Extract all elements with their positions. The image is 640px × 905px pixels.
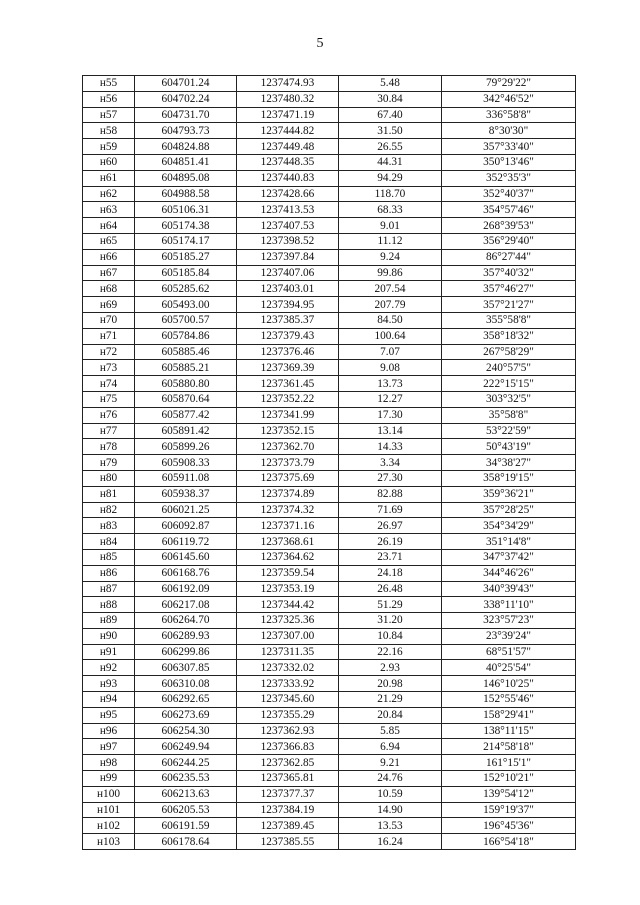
bearing-cell: 8°30'30" [442,123,576,139]
x-coordinate-cell: 605784.86 [135,328,237,344]
x-coordinate-cell: 606235.53 [135,771,237,787]
table-row [83,676,576,692]
x-coordinate-cell: 604851.41 [135,154,237,170]
x-coordinate-cell: 605885.46 [135,344,237,360]
distance-cell: 5.48 [339,76,442,92]
x-coordinate-cell: 605877.42 [135,407,237,423]
y-coordinate-cell: 1237352.22 [237,391,339,407]
y-coordinate-cell: 1237364.62 [237,549,339,565]
point-label-cell: н72 [83,344,135,360]
point-label-cell: н99 [83,771,135,787]
bearing-cell: 214°58'18" [442,739,576,755]
point-label-cell: н101 [83,802,135,818]
table-row [83,76,576,92]
x-coordinate-cell: 606264.70 [135,613,237,629]
y-coordinate-cell: 1237366.83 [237,739,339,755]
x-coordinate-cell: 606310.08 [135,676,237,692]
distance-cell: 68.33 [339,202,442,218]
bearing-cell: 323°57'23" [442,613,576,629]
point-label-cell: н67 [83,265,135,281]
y-coordinate-cell: 1237398.52 [237,233,339,249]
bearing-cell: 50°43'19" [442,439,576,455]
point-label-cell: н96 [83,723,135,739]
bearing-cell: 86°27'44" [442,249,576,265]
y-coordinate-cell: 1237333.92 [237,676,339,692]
x-coordinate-cell: 605174.38 [135,218,237,234]
x-coordinate-cell: 606145.60 [135,549,237,565]
x-coordinate-cell: 604702.24 [135,91,237,107]
y-coordinate-cell: 1237332.02 [237,660,339,676]
x-coordinate-cell: 606178.64 [135,834,237,850]
x-coordinate-cell: 605899.26 [135,439,237,455]
point-label-cell: н69 [83,297,135,313]
point-label-cell: н78 [83,439,135,455]
y-coordinate-cell: 1237311.35 [237,644,339,660]
table-row [83,376,576,392]
bearing-cell: 357°28'25" [442,502,576,518]
x-coordinate-cell: 605870.64 [135,391,237,407]
point-label-cell: н93 [83,676,135,692]
bearing-cell: 352°40'37" [442,186,576,202]
table-row [83,281,576,297]
distance-cell: 51.29 [339,597,442,613]
table-row [83,202,576,218]
x-coordinate-cell: 605185.27 [135,249,237,265]
table-row [83,391,576,407]
point-label-cell: н81 [83,486,135,502]
table-row [83,265,576,281]
distance-cell: 71.69 [339,502,442,518]
point-label-cell: н79 [83,455,135,471]
bearing-cell: 342°46'52" [442,91,576,107]
distance-cell: 100.64 [339,328,442,344]
y-coordinate-cell: 1237480.32 [237,91,339,107]
x-coordinate-cell: 605938.37 [135,486,237,502]
point-label-cell: н63 [83,202,135,218]
x-coordinate-cell: 606249.94 [135,739,237,755]
distance-cell: 14.90 [339,802,442,818]
point-label-cell: н97 [83,739,135,755]
y-coordinate-cell: 1237384.19 [237,802,339,818]
bearing-cell: 34°38'27" [442,455,576,471]
point-label-cell: н89 [83,613,135,629]
y-coordinate-cell: 1237368.61 [237,534,339,550]
distance-cell: 84.50 [339,312,442,328]
distance-cell: 26.97 [339,518,442,534]
x-coordinate-cell: 606092.87 [135,518,237,534]
table-row [83,549,576,565]
point-label-cell: н90 [83,628,135,644]
table-row [83,644,576,660]
y-coordinate-cell: 1237440.83 [237,170,339,186]
distance-cell: 26.55 [339,139,442,155]
y-coordinate-cell: 1237403.01 [237,281,339,297]
y-coordinate-cell: 1237352.15 [237,423,339,439]
y-coordinate-cell: 1237385.37 [237,312,339,328]
bearing-cell: 354°57'46" [442,202,576,218]
x-coordinate-cell: 606292.65 [135,692,237,708]
y-coordinate-cell: 1237471.19 [237,107,339,123]
x-coordinate-cell: 606192.09 [135,581,237,597]
x-coordinate-cell: 605106.31 [135,202,237,218]
distance-cell: 26.19 [339,534,442,550]
x-coordinate-cell: 605285.62 [135,281,237,297]
distance-cell: 10.84 [339,628,442,644]
table-row [83,660,576,676]
point-label-cell: н95 [83,707,135,723]
bearing-cell: 357°21'27" [442,297,576,313]
x-coordinate-cell: 606299.86 [135,644,237,660]
y-coordinate-cell: 1237362.93 [237,723,339,739]
point-label-cell: н66 [83,249,135,265]
distance-cell: 9.01 [339,218,442,234]
distance-cell: 207.79 [339,297,442,313]
point-label-cell: н55 [83,76,135,92]
distance-cell: 3.34 [339,455,442,471]
table-row [83,534,576,550]
y-coordinate-cell: 1237375.69 [237,470,339,486]
bearing-cell: 267°58'29" [442,344,576,360]
bearing-cell: 268°39'53" [442,218,576,234]
table-row [83,518,576,534]
bearing-cell: 159°19'37" [442,802,576,818]
table-row [83,723,576,739]
bearing-cell: 222°15'15" [442,376,576,392]
table-row [83,407,576,423]
point-label-cell: н57 [83,107,135,123]
y-coordinate-cell: 1237373.79 [237,455,339,471]
x-coordinate-cell: 605911.08 [135,470,237,486]
point-label-cell: н92 [83,660,135,676]
distance-cell: 24.18 [339,565,442,581]
x-coordinate-cell: 605185.84 [135,265,237,281]
point-label-cell: н77 [83,423,135,439]
point-label-cell: н61 [83,170,135,186]
y-coordinate-cell: 1237355.29 [237,707,339,723]
table-row [83,502,576,518]
point-label-cell: н83 [83,518,135,534]
bearing-cell: 240°57'5" [442,360,576,376]
distance-cell: 5.85 [339,723,442,739]
bearing-cell: 358°19'15" [442,470,576,486]
y-coordinate-cell: 1237428.66 [237,186,339,202]
distance-cell: 9.08 [339,360,442,376]
distance-cell: 21.29 [339,692,442,708]
table-row [83,123,576,139]
bearing-cell: 139°54'12" [442,786,576,802]
distance-cell: 16.24 [339,834,442,850]
bearing-cell: 356°29'40" [442,233,576,249]
point-label-cell: н88 [83,597,135,613]
bearing-cell: 354°34'29" [442,518,576,534]
bearing-cell: 161°15'1" [442,755,576,771]
y-coordinate-cell: 1237353.19 [237,581,339,597]
table-row [83,613,576,629]
distance-cell: 20.98 [339,676,442,692]
y-coordinate-cell: 1237474.93 [237,76,339,92]
bearing-cell: 158°29'41" [442,707,576,723]
table-row [83,312,576,328]
point-label-cell: н80 [83,470,135,486]
table-row [83,360,576,376]
point-label-cell: н71 [83,328,135,344]
table-row [83,170,576,186]
table-row [83,818,576,834]
bearing-cell: 303°32'5" [442,391,576,407]
table-row [83,771,576,787]
distance-cell: 10.59 [339,786,442,802]
point-label-cell: н100 [83,786,135,802]
distance-cell: 23.71 [339,549,442,565]
point-label-cell: н62 [83,186,135,202]
y-coordinate-cell: 1237325.36 [237,613,339,629]
bearing-cell: 355°58'8" [442,312,576,328]
distance-cell: 67.40 [339,107,442,123]
y-coordinate-cell: 1237389.45 [237,818,339,834]
bearing-cell: 152°55'46" [442,692,576,708]
point-label-cell: н74 [83,376,135,392]
x-coordinate-cell: 606168.76 [135,565,237,581]
table-row [83,344,576,360]
table-row [83,423,576,439]
y-coordinate-cell: 1237371.16 [237,518,339,534]
point-label-cell: н70 [83,312,135,328]
table-row [83,139,576,155]
bearing-cell: 152°10'21" [442,771,576,787]
table-row [83,692,576,708]
y-coordinate-cell: 1237359.54 [237,565,339,581]
point-label-cell: н91 [83,644,135,660]
distance-cell: 17.30 [339,407,442,423]
bearing-cell: 40°25'54" [442,660,576,676]
distance-cell: 31.20 [339,613,442,629]
bearing-cell: 359°36'21" [442,486,576,502]
y-coordinate-cell: 1237413.53 [237,202,339,218]
x-coordinate-cell: 606119.72 [135,534,237,550]
y-coordinate-cell: 1237307.00 [237,628,339,644]
distance-cell: 82.88 [339,486,442,502]
bearing-cell: 166°54'18" [442,834,576,850]
bearing-cell: 347°37'42" [442,549,576,565]
distance-cell: 7.07 [339,344,442,360]
distance-cell: 9.21 [339,755,442,771]
point-label-cell: н85 [83,549,135,565]
bearing-cell: 357°33'40" [442,139,576,155]
point-label-cell: н103 [83,834,135,850]
point-label-cell: н76 [83,407,135,423]
bearing-cell: 351°14'8" [442,534,576,550]
table-row [83,328,576,344]
bearing-cell: 68°51'57" [442,644,576,660]
table-row [83,755,576,771]
x-coordinate-cell: 606191.59 [135,818,237,834]
point-label-cell: н82 [83,502,135,518]
bearing-cell: 336°58'8" [442,107,576,123]
distance-cell: 13.14 [339,423,442,439]
point-label-cell: н68 [83,281,135,297]
table-row [83,834,576,850]
x-coordinate-cell: 606217.08 [135,597,237,613]
y-coordinate-cell: 1237362.70 [237,439,339,455]
x-coordinate-cell: 606273.69 [135,707,237,723]
table-row [83,628,576,644]
distance-cell: 27.30 [339,470,442,486]
distance-cell: 13.53 [339,818,442,834]
distance-cell: 24.76 [339,771,442,787]
y-coordinate-cell: 1237374.89 [237,486,339,502]
y-coordinate-cell: 1237376.46 [237,344,339,360]
distance-cell: 12.27 [339,391,442,407]
x-coordinate-cell: 605908.33 [135,455,237,471]
point-label-cell: н64 [83,218,135,234]
bearing-cell: 23°39'24" [442,628,576,644]
coordinates-table [82,75,576,850]
distance-cell: 11.12 [339,233,442,249]
x-coordinate-cell: 604988.58 [135,186,237,202]
x-coordinate-cell: 604701.24 [135,76,237,92]
x-coordinate-cell: 606289.93 [135,628,237,644]
point-label-cell: н56 [83,91,135,107]
x-coordinate-cell: 606021.25 [135,502,237,518]
distance-cell: 14.33 [339,439,442,455]
table-row [83,107,576,123]
bearing-cell: 357°46'27" [442,281,576,297]
x-coordinate-cell: 604824.88 [135,139,237,155]
x-coordinate-cell: 606307.85 [135,660,237,676]
x-coordinate-cell: 605700.57 [135,312,237,328]
y-coordinate-cell: 1237345.60 [237,692,339,708]
y-coordinate-cell: 1237361.45 [237,376,339,392]
bearing-cell: 358°18'32" [442,328,576,344]
point-label-cell: н75 [83,391,135,407]
distance-cell: 13.73 [339,376,442,392]
y-coordinate-cell: 1237397.84 [237,249,339,265]
table-row [83,249,576,265]
point-label-cell: н73 [83,360,135,376]
bearing-cell: 138°11'15" [442,723,576,739]
table-row [83,581,576,597]
x-coordinate-cell: 605885.21 [135,360,237,376]
table-row [83,739,576,755]
x-coordinate-cell: 606213.63 [135,786,237,802]
table-row [83,470,576,486]
bearing-cell: 350°13'46" [442,154,576,170]
table-row [83,233,576,249]
y-coordinate-cell: 1237407.06 [237,265,339,281]
point-label-cell: н94 [83,692,135,708]
distance-cell: 94.29 [339,170,442,186]
distance-cell: 44.31 [339,154,442,170]
bearing-cell: 53°22'59" [442,423,576,439]
point-label-cell: н84 [83,534,135,550]
table-row [83,297,576,313]
distance-cell: 6.94 [339,739,442,755]
point-label-cell: н86 [83,565,135,581]
point-label-cell: н60 [83,154,135,170]
point-label-cell: н98 [83,755,135,771]
y-coordinate-cell: 1237444.82 [237,123,339,139]
point-label-cell: н87 [83,581,135,597]
bearing-cell: 79°29'22" [442,76,576,92]
distance-cell: 9.24 [339,249,442,265]
bearing-cell: 196°45'36" [442,818,576,834]
y-coordinate-cell: 1237448.35 [237,154,339,170]
y-coordinate-cell: 1237341.99 [237,407,339,423]
x-coordinate-cell: 604793.73 [135,123,237,139]
distance-cell: 2.93 [339,660,442,676]
y-coordinate-cell: 1237344.42 [237,597,339,613]
x-coordinate-cell: 604895.08 [135,170,237,186]
page-number: 5 [316,36,324,51]
x-coordinate-cell: 605891.42 [135,423,237,439]
table-row [83,218,576,234]
bearing-cell: 338°11'10" [442,597,576,613]
distance-cell: 26.48 [339,581,442,597]
y-coordinate-cell: 1237377.37 [237,786,339,802]
x-coordinate-cell: 606254.30 [135,723,237,739]
table-row [83,439,576,455]
distance-cell: 22.16 [339,644,442,660]
distance-cell: 207.54 [339,281,442,297]
bearing-cell: 352°35'3" [442,170,576,186]
coordinates-table-body [83,76,576,850]
bearing-cell: 344°46'26" [442,565,576,581]
y-coordinate-cell: 1237407.53 [237,218,339,234]
table-row [83,486,576,502]
x-coordinate-cell: 605174.17 [135,233,237,249]
distance-cell: 31.50 [339,123,442,139]
x-coordinate-cell: 604731.70 [135,107,237,123]
table-row [83,186,576,202]
table-row [83,565,576,581]
point-label-cell: н58 [83,123,135,139]
y-coordinate-cell: 1237394.95 [237,297,339,313]
distance-cell: 20.84 [339,707,442,723]
point-label-cell: н102 [83,818,135,834]
distance-cell: 99.86 [339,265,442,281]
y-coordinate-cell: 1237385.55 [237,834,339,850]
y-coordinate-cell: 1237365.81 [237,771,339,787]
distance-cell: 118.70 [339,186,442,202]
x-coordinate-cell: 605880.80 [135,376,237,392]
x-coordinate-cell: 606205.53 [135,802,237,818]
x-coordinate-cell: 605493.00 [135,297,237,313]
x-coordinate-cell: 606244.25 [135,755,237,771]
bearing-cell: 146°10'25" [442,676,576,692]
table-row [83,597,576,613]
distance-cell: 30.84 [339,91,442,107]
table-row [83,786,576,802]
bearing-cell: 357°40'32" [442,265,576,281]
table-row [83,91,576,107]
table-row [83,707,576,723]
bearing-cell: 35°58'8" [442,407,576,423]
y-coordinate-cell: 1237379.43 [237,328,339,344]
y-coordinate-cell: 1237362.85 [237,755,339,771]
table-row [83,802,576,818]
point-label-cell: н59 [83,139,135,155]
y-coordinate-cell: 1237369.39 [237,360,339,376]
table-row [83,455,576,471]
y-coordinate-cell: 1237449.48 [237,139,339,155]
point-label-cell: н65 [83,233,135,249]
y-coordinate-cell: 1237374.32 [237,502,339,518]
table-row [83,154,576,170]
bearing-cell: 340°39'43" [442,581,576,597]
